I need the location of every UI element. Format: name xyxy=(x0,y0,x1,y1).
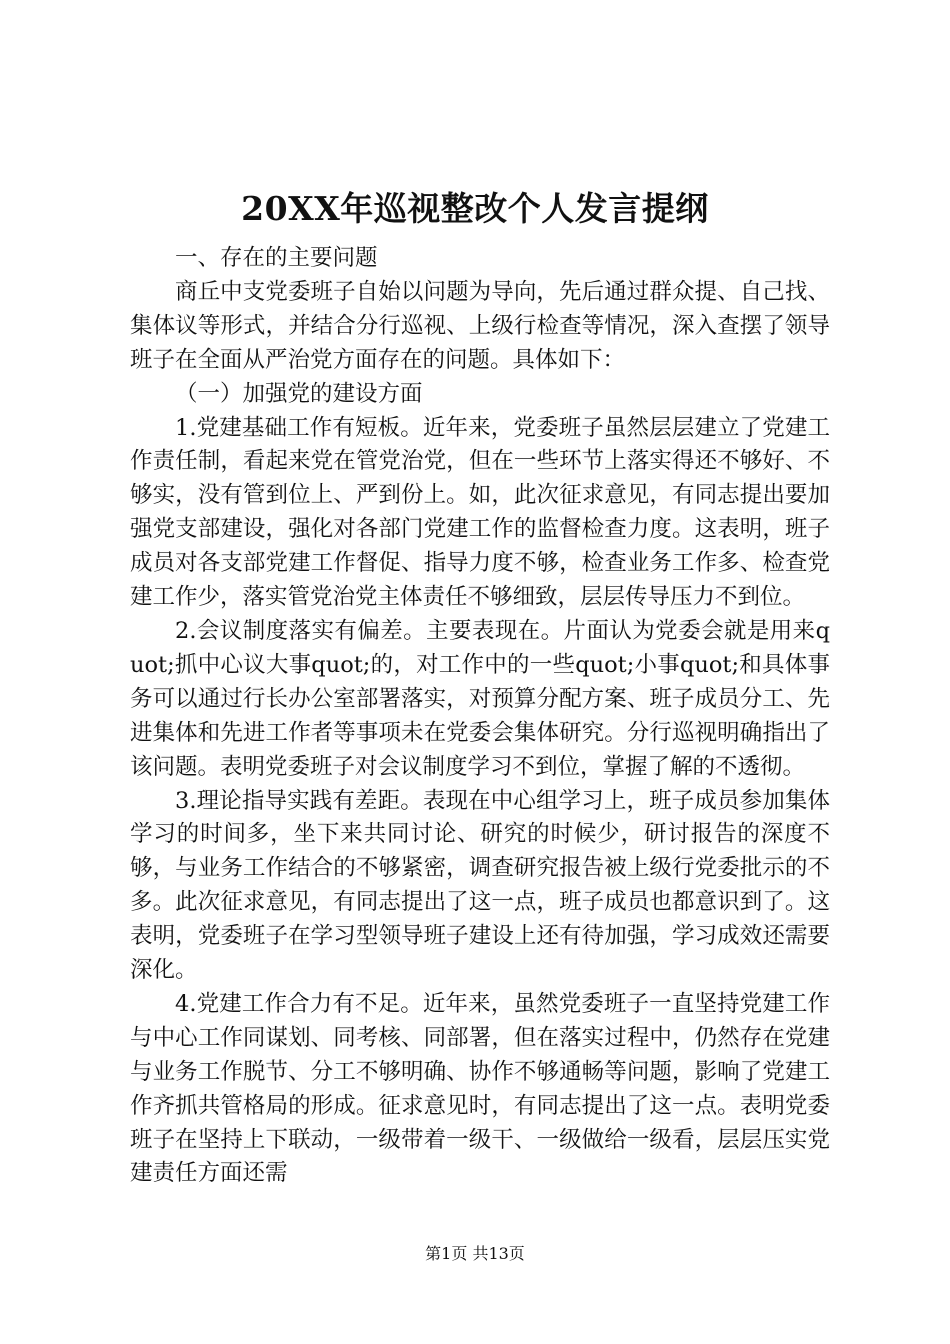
body-paragraph: 3.理论指导实践有差距。表现在中心组学习上，班子成员参加集体学习的时间多，坐下来共同讨论、研究的时候少，研讨报告的深度不够，与业务工作结合的不够紧密，调查研究报告被上级行党委批示的不多。此次征求意见，有同志提出了这一点，班子成员也都意识到了。这表明，党委班子在学习型领导班子建设上还有待加强，学习成效还需要深化。 xyxy=(130,787,830,984)
document-title: 20XX年巡视整改个人发言提纲 xyxy=(241,189,709,228)
body-paragraph: 1.党建基础工作有短板。近年来，党委班子虽然层层建立了党建工作责任制，看起来党在管党治党，但在一些环节上落实得还不够好、不够实，没有管到位上、严到份上。如，此次征求意见，有同志提出要加强党支部建设，强化对各部门党建工作的监督检查力度。这表明，班子成员对各支部党建工作督促、指导力度不够，检查业务工作多、检查党建工作少，落实管党治党主体责任不够细致，层层传导压力不到位。 xyxy=(130,414,830,611)
subsection-heading: （一）加强党的建设方面 xyxy=(175,380,423,407)
page-footer: 第1页 共13页 xyxy=(425,1244,525,1263)
body-paragraph: 商丘中支党委班子自始以问题为导向，先后通过群众提、自己找、集体议等形式，并结合分行巡视、上级行检查等情况，深入查摆了领导班子在全面从严治党方面存在的问题。具体如下： xyxy=(130,278,830,373)
body-paragraph: 2.会议制度落实有偏差。主要表现在。片面认为党委会就是用来quot;抓中心议大事quot;的，对工作中的一些quot;小事quot;和具体事务可以通过行长办公室部署落实，对预算分配方案、班子成员分工、先进集体和先进工作者等事项未在党委会集体研究。分行巡视明确指出了该问题。表明党委班子对会议制度学习不到位，掌握了解的不透彻。 xyxy=(130,617,830,780)
body-paragraph: 4.党建工作合力有不足。近年来，虽然党委班子一直坚持党建工作与中心工作同谋划、同考核、同部署，但在落实过程中，仍然存在党建与业务工作脱节、分工不够明确、协作不够通畅等问题，影响了党建工作齐抓共管格局的形成。征求意见时，有同志提出了这一点。表明党委班子在坚持上下联动，一级带着一级干、一级做给一级看，层层压实党建责任方面还需 xyxy=(130,990,830,1187)
document-body xyxy=(130,242,830,1191)
section-heading: 一、存在的主要问题 xyxy=(175,245,378,271)
